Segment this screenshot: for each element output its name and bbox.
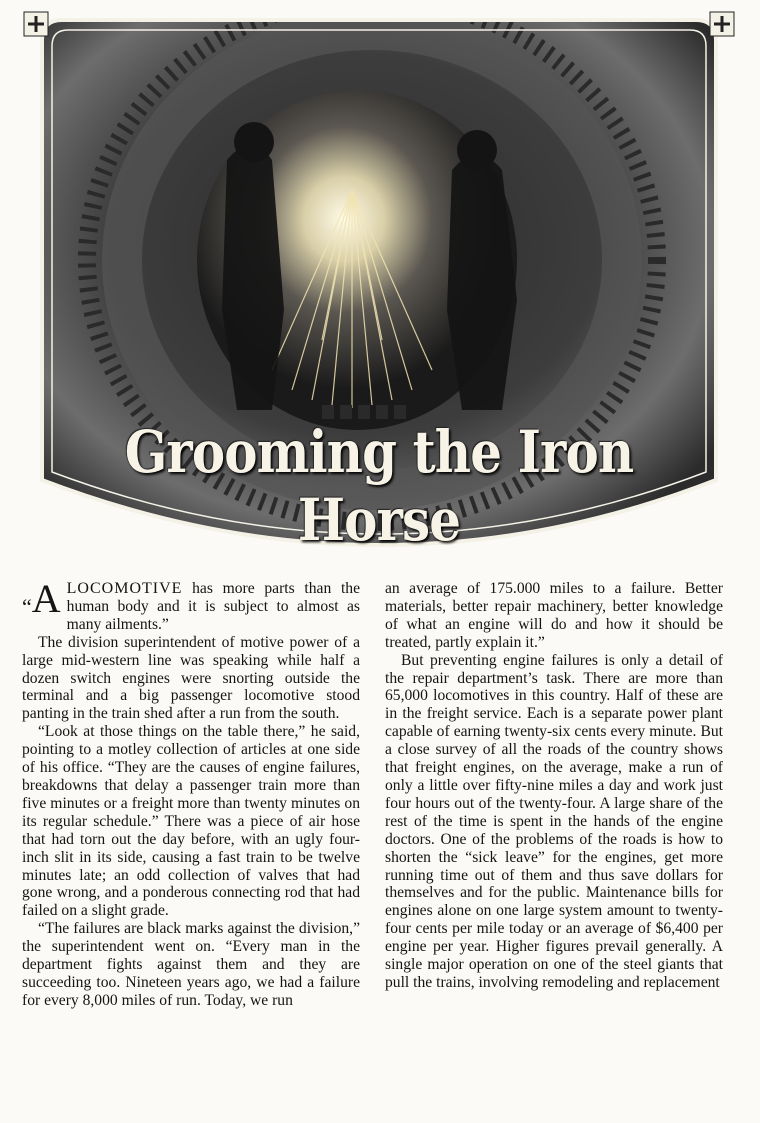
lead-word: LOCOMOTIVE <box>66 580 183 597</box>
article-column-left <box>22 576 360 1010</box>
article-paragraph: The division superintendent of motive power of a large mid-western line was speaking while half a dozen switch engines were snorting outside the terminal and a big passenger locomotive stood panting in the train shed after a run from the south. <box>22 633 360 723</box>
article-paragraph: an average of 175.000 miles to a failure. Better materials, better repair machinery, better knowledge of what an engine will do and how it should be treated, partly explain it.” <box>385 580 723 651</box>
article-paragraph: But preventing engine failures is only a detail of the repair department’s task. There are more than 65,000 locomotives in this country. Half of these are in the freight service. Each is a separate power plant capable of earning twenty-six cents every minute. But a close survey of all the roads of the country shows that freight engines, on the average, make a run of only a little over fifty-nine miles a day and work just four hours out of the twenty-four. A large share of the rest of the time is spent in the hands of the engine doctors. One of the problems of the roads is how to shorten the “sick leave” for the engines, get more running time out of them and thus save dollars for themselves and for the public. Maintenance bills for engines alone on one large system amount to twenty-four cents per mile today or an average of $6,400 per engine per year. Higher figures prevail generally. A single major operation on one of the steel giants that pull the trains, involving remodeling and replacement <box>385 651 723 991</box>
article-column-right <box>385 580 723 992</box>
drop-cap: “A <box>22 576 61 621</box>
hero-photo <box>22 10 736 570</box>
corner-ornament-icon <box>24 12 48 36</box>
article-paragraph: “The failures are black marks against the division,” the superintendent went on. “Every man in the department fights against them and they are succeeding too. Nineteen years ago, we had a failure for every 8,000 miles of run. Today, we run <box>22 920 360 1009</box>
article-paragraph: “Look at those things on the table there,” he said, pointing to a motley collection of articles at one side of his office. “They are the causes of engine failures, breakdowns that delay a passenger train more than five minutes or a freight more than twenty minutes on its regular schedule.” There was a piece of air hose that had torn out the day before, with an ugly four-inch slit in its side, causing a fast train to be twelve minutes late; an odd collection of valves that had gone wrong, and a ponderous connecting rod that had failed on a slight grade. <box>22 723 360 920</box>
article-paragraph: “A LOCOMOTIVE has more parts than the human body and it is subject to almost as many ailments.” <box>22 576 360 633</box>
corner-ornament-icon <box>710 12 734 36</box>
page-title: Grooming the Iron Horse <box>124 418 634 554</box>
